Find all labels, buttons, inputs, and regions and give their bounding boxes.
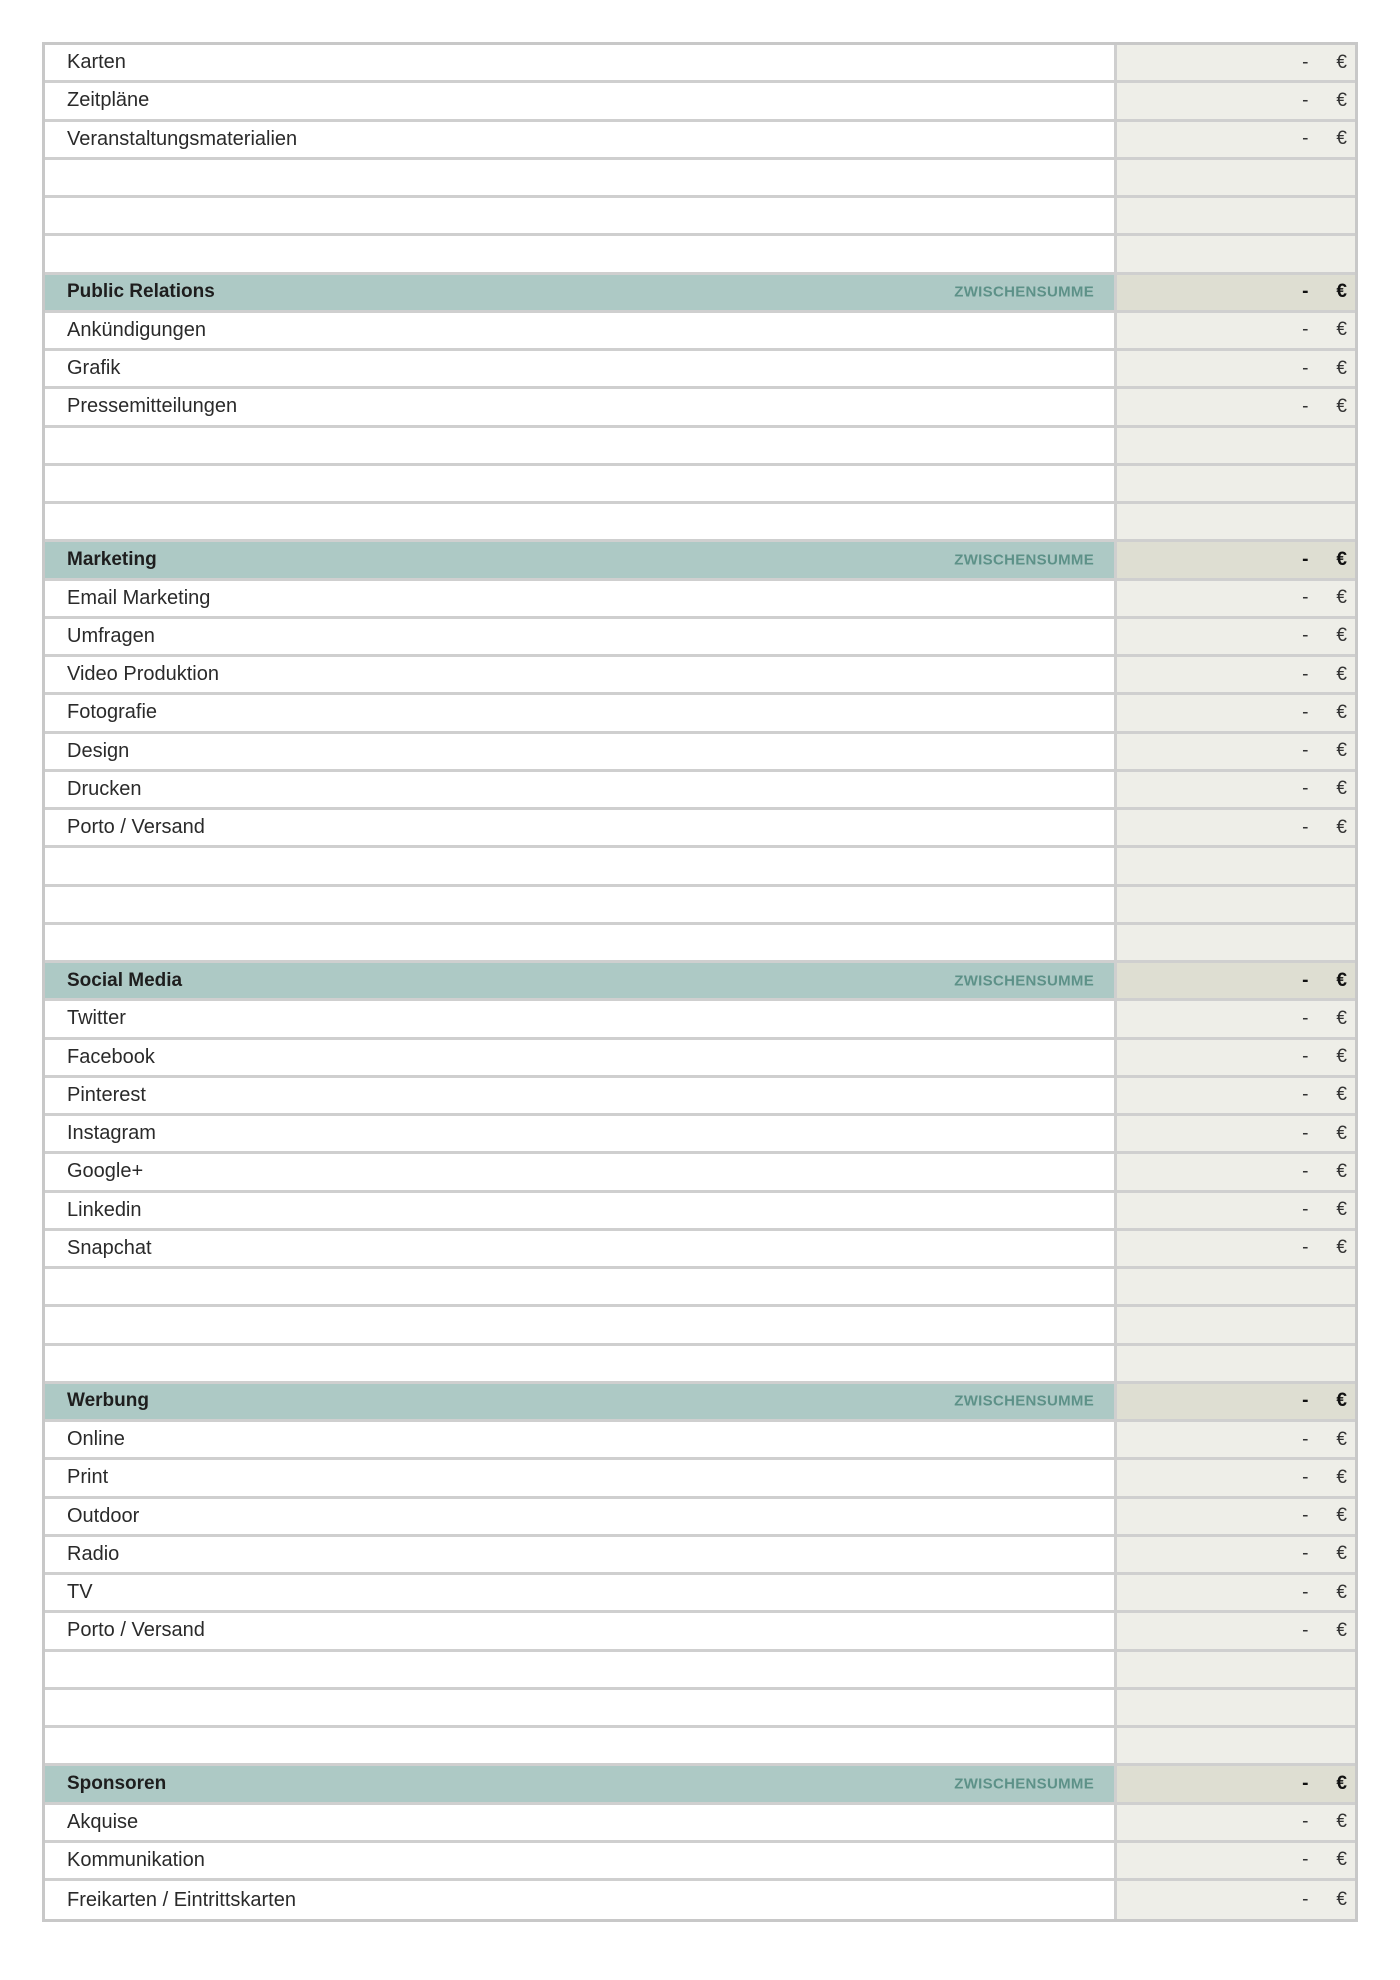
amount-dash: - xyxy=(1302,969,1309,991)
amount-dash: - xyxy=(1302,1889,1309,1911)
currency-symbol: € xyxy=(1336,740,1347,762)
item-label[interactable]: Linkedin xyxy=(45,1193,1117,1228)
table-row xyxy=(45,428,1355,466)
subtotal-amount xyxy=(1117,1766,1355,1801)
section-header xyxy=(45,1766,1355,1804)
table-row xyxy=(45,1652,1355,1690)
table-row xyxy=(45,1078,1355,1116)
item-label[interactable]: Snapchat xyxy=(45,1231,1117,1266)
amount-cell[interactable] xyxy=(1117,1881,1355,1919)
amount-dash: - xyxy=(1302,1619,1309,1641)
amount-cell[interactable] xyxy=(1117,1422,1355,1457)
amount-cell[interactable] xyxy=(1117,1843,1355,1878)
item-label[interactable]: Google+ xyxy=(45,1154,1117,1189)
section-header xyxy=(45,275,1355,313)
table-row xyxy=(45,810,1355,848)
item-label[interactable]: Twitter xyxy=(45,1001,1117,1036)
item-label[interactable]: Radio xyxy=(45,1537,1117,1572)
amount-dash: - xyxy=(1302,1007,1309,1029)
item-label[interactable]: Porto / Versand xyxy=(45,1613,1117,1648)
amount-cell[interactable] xyxy=(1117,313,1355,348)
amount-cell[interactable] xyxy=(1117,1231,1355,1266)
subtotal-amount xyxy=(1117,275,1355,310)
amount-dash: - xyxy=(1302,1505,1309,1527)
table-row xyxy=(45,1040,1355,1078)
amount-cell[interactable] xyxy=(1117,925,1355,960)
currency-symbol: € xyxy=(1336,1237,1347,1259)
table-row xyxy=(45,1116,1355,1154)
item-label[interactable] xyxy=(45,428,1117,463)
table-row xyxy=(45,925,1355,963)
subtotal-label: ZWISCHENSUMME xyxy=(954,972,1094,990)
currency-symbol: € xyxy=(1336,816,1347,838)
amount-cell[interactable] xyxy=(1117,1805,1355,1840)
item-label[interactable]: TV xyxy=(45,1575,1117,1610)
currency-symbol: € xyxy=(1336,1581,1347,1603)
amount-cell[interactable] xyxy=(1117,657,1355,692)
amount-dash: - xyxy=(1302,1581,1309,1603)
item-label[interactable] xyxy=(45,1690,1117,1725)
section-header xyxy=(45,963,1355,1001)
amount-cell[interactable] xyxy=(1117,1346,1355,1381)
item-label[interactable] xyxy=(45,466,1117,501)
item-label[interactable]: Kommunikation xyxy=(45,1843,1117,1878)
table-row xyxy=(45,236,1355,274)
table-row xyxy=(45,122,1355,160)
currency-symbol: € xyxy=(1336,357,1347,379)
item-label[interactable]: Video Produktion xyxy=(45,657,1117,692)
table-row xyxy=(45,1346,1355,1384)
table-row xyxy=(45,1843,1355,1881)
amount-cell[interactable] xyxy=(1117,734,1355,769)
amount-dash: - xyxy=(1302,1543,1309,1565)
section-title: Public Relations ZWISCHENSUMME xyxy=(45,275,1117,310)
amount-dash: - xyxy=(1302,816,1309,838)
amount-cell[interactable] xyxy=(1117,45,1355,80)
table-row xyxy=(45,887,1355,925)
currency-symbol: € xyxy=(1336,548,1347,570)
currency-symbol: € xyxy=(1336,1811,1347,1833)
table-row xyxy=(45,619,1355,657)
amount-cell[interactable] xyxy=(1117,1537,1355,1572)
currency-symbol: € xyxy=(1336,1849,1347,1871)
amount-cell[interactable] xyxy=(1117,1728,1355,1763)
currency-symbol: € xyxy=(1336,89,1347,111)
table-row xyxy=(45,389,1355,427)
item-label[interactable] xyxy=(45,1346,1117,1381)
section-title: Marketing ZWISCHENSUMME xyxy=(45,542,1117,577)
amount-cell[interactable] xyxy=(1117,1460,1355,1495)
table-row xyxy=(45,734,1355,772)
item-label[interactable] xyxy=(45,848,1117,883)
currency-symbol: € xyxy=(1336,969,1347,991)
item-label[interactable]: Umfragen xyxy=(45,619,1117,654)
item-label[interactable] xyxy=(45,925,1117,960)
amount-cell[interactable] xyxy=(1117,1116,1355,1151)
currency-symbol: € xyxy=(1336,1199,1347,1221)
amount-cell[interactable] xyxy=(1117,1001,1355,1036)
amount-dash: - xyxy=(1302,548,1309,570)
amount-dash: - xyxy=(1302,701,1309,723)
table-row xyxy=(45,1307,1355,1345)
table-row xyxy=(45,1881,1355,1919)
item-label[interactable] xyxy=(45,1307,1117,1342)
amount-dash: - xyxy=(1302,1811,1309,1833)
table-row xyxy=(45,313,1355,351)
amount-dash: - xyxy=(1302,357,1309,379)
currency-symbol: € xyxy=(1336,1084,1347,1106)
item-label[interactable]: Grafik xyxy=(45,351,1117,386)
item-label[interactable]: Akquise xyxy=(45,1805,1117,1840)
table-row xyxy=(45,1805,1355,1843)
table-row xyxy=(45,198,1355,236)
item-label[interactable]: Freikarten / Eintrittskarten xyxy=(45,1881,1117,1919)
item-label[interactable] xyxy=(45,887,1117,922)
item-label[interactable] xyxy=(45,198,1117,233)
section-header xyxy=(45,542,1355,580)
amount-cell[interactable] xyxy=(1117,887,1355,922)
amount-cell[interactable] xyxy=(1117,1269,1355,1304)
amount-cell[interactable] xyxy=(1117,848,1355,883)
subtotal-label: ZWISCHENSUMME xyxy=(954,1392,1094,1410)
table-row xyxy=(45,1613,1355,1651)
currency-symbol: € xyxy=(1336,663,1347,685)
amount-cell[interactable] xyxy=(1117,1652,1355,1687)
amount-dash: - xyxy=(1302,1199,1309,1221)
table-row xyxy=(45,1154,1355,1192)
currency-symbol: € xyxy=(1336,1619,1347,1641)
table-row xyxy=(45,581,1355,619)
amount-dash: - xyxy=(1302,1772,1309,1794)
table-row xyxy=(45,657,1355,695)
section-title: Sponsoren ZWISCHENSUMME xyxy=(45,1766,1117,1801)
table-row xyxy=(45,1537,1355,1575)
amount-cell[interactable] xyxy=(1117,1575,1355,1610)
currency-symbol: € xyxy=(1336,1772,1347,1794)
item-label[interactable]: Facebook xyxy=(45,1040,1117,1075)
item-label[interactable]: Karten xyxy=(45,45,1117,80)
amount-dash: - xyxy=(1302,1390,1309,1412)
amount-cell[interactable] xyxy=(1117,1613,1355,1648)
item-label[interactable] xyxy=(45,1652,1117,1687)
amount-dash: - xyxy=(1302,778,1309,800)
subtotal-amount xyxy=(1117,1384,1355,1419)
item-label[interactable]: Print xyxy=(45,1460,1117,1495)
budget-table xyxy=(42,42,1358,1922)
amount-dash: - xyxy=(1302,1237,1309,1259)
currency-symbol: € xyxy=(1336,625,1347,647)
table-row xyxy=(45,1269,1355,1307)
amount-cell[interactable] xyxy=(1117,1193,1355,1228)
item-label[interactable]: Zeitpläne xyxy=(45,83,1117,118)
amount-cell[interactable] xyxy=(1117,695,1355,730)
item-label[interactable]: Porto / Versand xyxy=(45,810,1117,845)
item-label[interactable] xyxy=(45,1728,1117,1763)
table-row xyxy=(45,504,1355,542)
amount-dash: - xyxy=(1302,1160,1309,1182)
table-row xyxy=(45,695,1355,733)
amount-cell[interactable] xyxy=(1117,160,1355,195)
table-row xyxy=(45,466,1355,504)
subtotal-amount xyxy=(1117,963,1355,998)
amount-cell[interactable] xyxy=(1117,581,1355,616)
amount-dash: - xyxy=(1302,587,1309,609)
amount-dash: - xyxy=(1302,281,1309,303)
amount-cell[interactable] xyxy=(1117,198,1355,233)
currency-symbol: € xyxy=(1336,778,1347,800)
currency-symbol: € xyxy=(1336,51,1347,73)
currency-symbol: € xyxy=(1336,1122,1347,1144)
item-label[interactable] xyxy=(45,236,1117,271)
item-label[interactable]: Email Marketing xyxy=(45,581,1117,616)
amount-cell[interactable] xyxy=(1117,1078,1355,1113)
amount-cell[interactable] xyxy=(1117,466,1355,501)
item-label[interactable]: Ankündigungen xyxy=(45,313,1117,348)
table-row xyxy=(45,772,1355,810)
item-label[interactable]: Pressemitteilungen xyxy=(45,389,1117,424)
amount-dash: - xyxy=(1302,51,1309,73)
subtotal-label: ZWISCHENSUMME xyxy=(954,1775,1094,1793)
amount-cell[interactable] xyxy=(1117,619,1355,654)
item-label[interactable]: Design xyxy=(45,734,1117,769)
table-row xyxy=(45,848,1355,886)
amount-dash: - xyxy=(1302,1466,1309,1488)
amount-dash: - xyxy=(1302,1084,1309,1106)
item-label[interactable]: Drucken xyxy=(45,772,1117,807)
amount-dash: - xyxy=(1302,1849,1309,1871)
table-row xyxy=(45,1193,1355,1231)
item-label[interactable]: Online xyxy=(45,1422,1117,1457)
amount-dash: - xyxy=(1302,1046,1309,1068)
currency-symbol: € xyxy=(1336,1390,1347,1412)
currency-symbol: € xyxy=(1336,395,1347,417)
amount-cell[interactable] xyxy=(1117,1690,1355,1725)
subtotal-label: ZWISCHENSUMME xyxy=(954,283,1094,301)
currency-symbol: € xyxy=(1336,319,1347,341)
amount-cell[interactable] xyxy=(1117,83,1355,118)
currency-symbol: € xyxy=(1336,1505,1347,1527)
subtotal-amount xyxy=(1117,542,1355,577)
table-row xyxy=(45,1460,1355,1498)
currency-symbol: € xyxy=(1336,1160,1347,1182)
currency-symbol: € xyxy=(1336,1428,1347,1450)
table-row xyxy=(45,1001,1355,1039)
currency-symbol: € xyxy=(1336,701,1347,723)
amount-cell[interactable] xyxy=(1117,772,1355,807)
currency-symbol: € xyxy=(1336,1046,1347,1068)
section-title: Werbung ZWISCHENSUMME xyxy=(45,1384,1117,1419)
section-title: Social Media ZWISCHENSUMME xyxy=(45,963,1117,998)
amount-dash: - xyxy=(1302,128,1309,150)
amount-cell[interactable] xyxy=(1117,1040,1355,1075)
amount-cell[interactable] xyxy=(1117,1154,1355,1189)
item-label[interactable]: Veranstaltungsmaterialien xyxy=(45,122,1117,157)
currency-symbol: € xyxy=(1336,587,1347,609)
table-row xyxy=(45,45,1355,83)
amount-dash: - xyxy=(1302,395,1309,417)
amount-cell[interactable] xyxy=(1117,1307,1355,1342)
amount-dash: - xyxy=(1302,1428,1309,1450)
amount-cell[interactable] xyxy=(1117,810,1355,845)
amount-dash: - xyxy=(1302,89,1309,111)
table-row xyxy=(45,1728,1355,1766)
currency-symbol: € xyxy=(1336,1007,1347,1029)
item-label[interactable]: Pinterest xyxy=(45,1078,1117,1113)
item-label[interactable] xyxy=(45,160,1117,195)
currency-symbol: € xyxy=(1336,1466,1347,1488)
subtotal-label: ZWISCHENSUMME xyxy=(954,551,1094,569)
table-row xyxy=(45,83,1355,121)
amount-cell[interactable] xyxy=(1117,236,1355,271)
amount-dash: - xyxy=(1302,625,1309,647)
amount-dash: - xyxy=(1302,663,1309,685)
section-header xyxy=(45,1384,1355,1422)
amount-cell[interactable] xyxy=(1117,389,1355,424)
table-row xyxy=(45,1690,1355,1728)
amount-dash: - xyxy=(1302,740,1309,762)
table-row xyxy=(45,1499,1355,1537)
amount-cell[interactable] xyxy=(1117,428,1355,463)
currency-symbol: € xyxy=(1336,1889,1347,1911)
amount-dash: - xyxy=(1302,1122,1309,1144)
currency-symbol: € xyxy=(1336,128,1347,150)
table-row xyxy=(45,1231,1355,1269)
currency-symbol: € xyxy=(1336,281,1347,303)
item-label[interactable]: Instagram xyxy=(45,1116,1117,1151)
item-label[interactable]: Fotografie xyxy=(45,695,1117,730)
table-row xyxy=(45,1422,1355,1460)
amount-dash: - xyxy=(1302,319,1309,341)
currency-symbol: € xyxy=(1336,1543,1347,1565)
table-row xyxy=(45,160,1355,198)
item-label[interactable] xyxy=(45,1269,1117,1304)
amount-cell[interactable] xyxy=(1117,1499,1355,1534)
amount-cell[interactable] xyxy=(1117,504,1355,539)
item-label[interactable] xyxy=(45,504,1117,539)
amount-cell[interactable] xyxy=(1117,122,1355,157)
table-row xyxy=(45,351,1355,389)
amount-cell[interactable] xyxy=(1117,351,1355,386)
item-label[interactable]: Outdoor xyxy=(45,1499,1117,1534)
table-row xyxy=(45,1575,1355,1613)
